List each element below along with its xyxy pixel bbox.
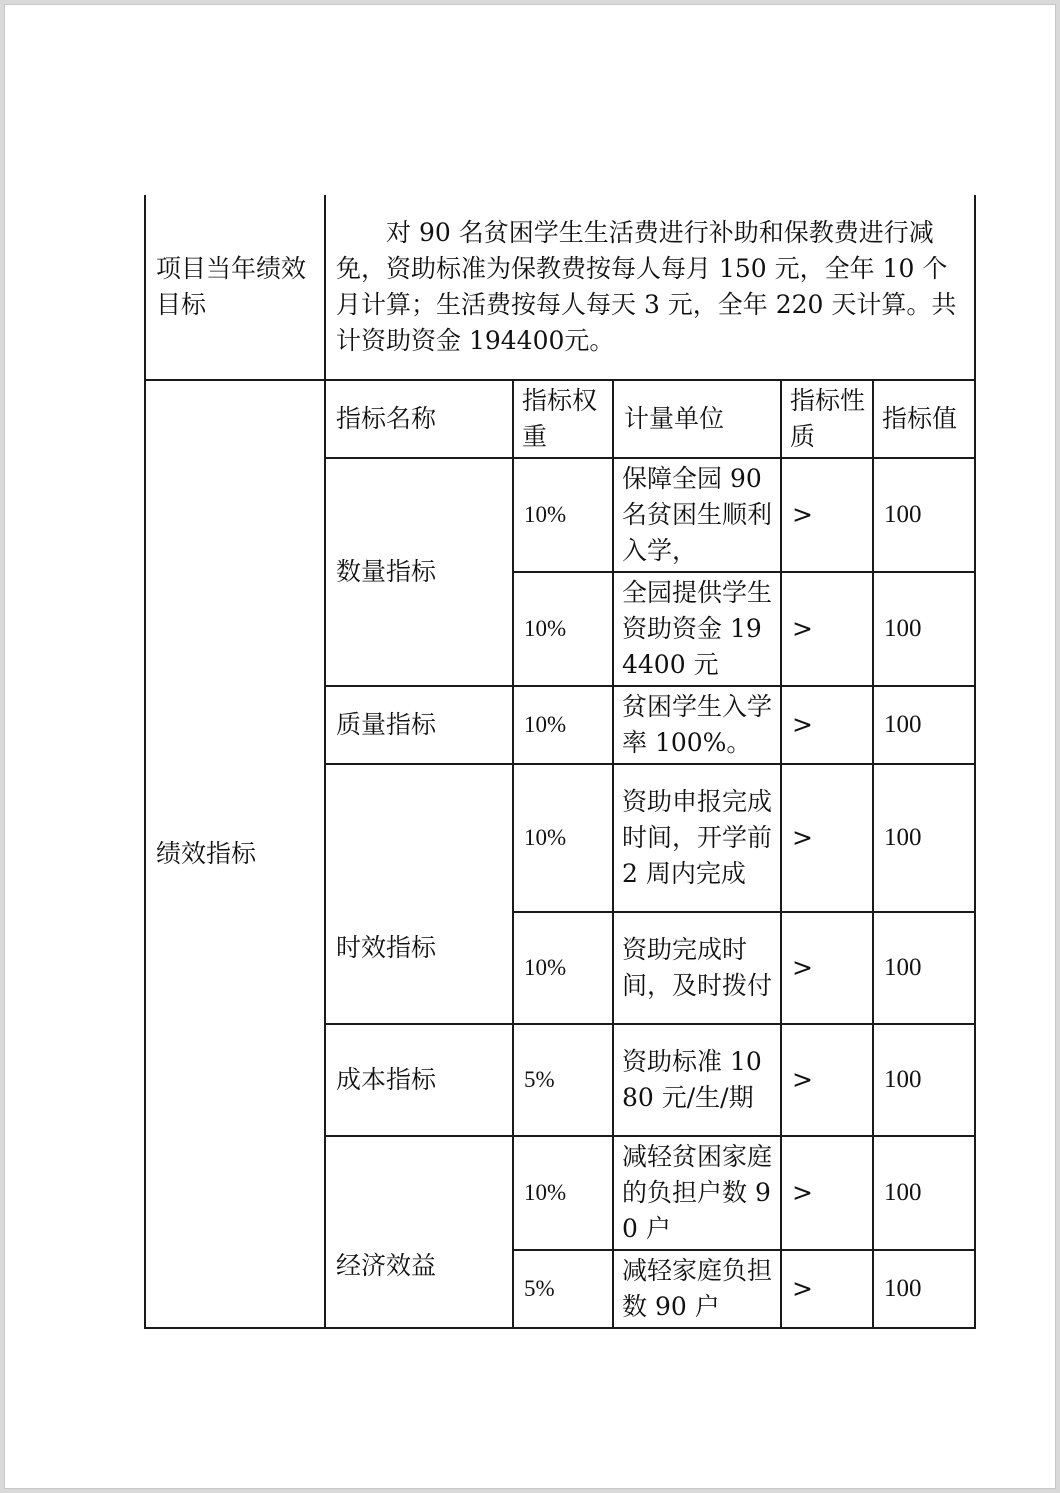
- performance-table: [144, 195, 976, 1329]
- row-value: 100: [873, 1136, 975, 1250]
- goal-row: [145, 195, 975, 380]
- row-weight: 10%: [513, 1136, 613, 1250]
- row-nature: >: [781, 1136, 873, 1250]
- row-unit: 减轻贫困家庭的负担户数 90 户: [613, 1136, 781, 1250]
- row-nature: >: [781, 1250, 873, 1328]
- row-unit: 减轻家庭负担数 90 户: [613, 1250, 781, 1328]
- row-nature: >: [781, 1024, 873, 1136]
- header-nature: 指标性质: [781, 380, 873, 458]
- goal-text: 对 90 名贫困学生生活费进行补助和保教费进行减免，资助标准为保教费按每人每月 150 元，全年 10 个月计算；生活费按每人每天 3 元，全年 220 天计算。共计资助资金 194400元。: [325, 195, 975, 380]
- row-weight: 5%: [513, 1024, 613, 1136]
- row-value: 100: [873, 912, 975, 1024]
- header-value: 指标值: [873, 380, 975, 458]
- document-page: [4, 4, 1056, 1489]
- row-value: 100: [873, 458, 975, 572]
- row-unit: 贫困学生入学率 100%。: [613, 686, 781, 764]
- row-value: 100: [873, 1250, 975, 1328]
- header-weight: 指标权重: [513, 380, 613, 458]
- category-quality: 质量指标: [325, 686, 513, 764]
- row-value: 100: [873, 686, 975, 764]
- row-weight: 10%: [513, 764, 613, 912]
- section-label: 绩效指标: [145, 380, 325, 1328]
- category-quantity: 数量指标: [325, 458, 513, 686]
- category-cost: 成本指标: [325, 1024, 513, 1136]
- row-weight: 10%: [513, 912, 613, 1024]
- header-name: 指标名称: [325, 380, 513, 458]
- row-value: 100: [873, 764, 975, 912]
- row-nature: >: [781, 912, 873, 1024]
- row-weight: 10%: [513, 686, 613, 764]
- row-unit: 全园提供学生资助资金 194400 元: [613, 572, 781, 686]
- row-nature: >: [781, 764, 873, 912]
- category-timeliness: 时效指标: [325, 764, 513, 1024]
- row-value: 100: [873, 1024, 975, 1136]
- row-nature: >: [781, 572, 873, 686]
- row-unit: 资助申报完成时间，开学前 2 周内完成: [613, 764, 781, 912]
- row-weight: 10%: [513, 572, 613, 686]
- row-weight: 5%: [513, 1250, 613, 1328]
- row-unit: 资助标准 1080 元/生/期: [613, 1024, 781, 1136]
- category-economic: 经济效益: [325, 1136, 513, 1328]
- row-nature: >: [781, 458, 873, 572]
- row-unit: 资助完成时间，及时拨付: [613, 912, 781, 1024]
- header-unit: 计量单位: [613, 380, 781, 458]
- row-weight: 10%: [513, 458, 613, 572]
- header-row: [145, 380, 975, 458]
- goal-label: 项目当年绩效目标: [145, 195, 325, 380]
- row-unit: 保障全园 90 名贫困生顺利入学，: [613, 458, 781, 572]
- row-value: 100: [873, 572, 975, 686]
- row-nature: >: [781, 686, 873, 764]
